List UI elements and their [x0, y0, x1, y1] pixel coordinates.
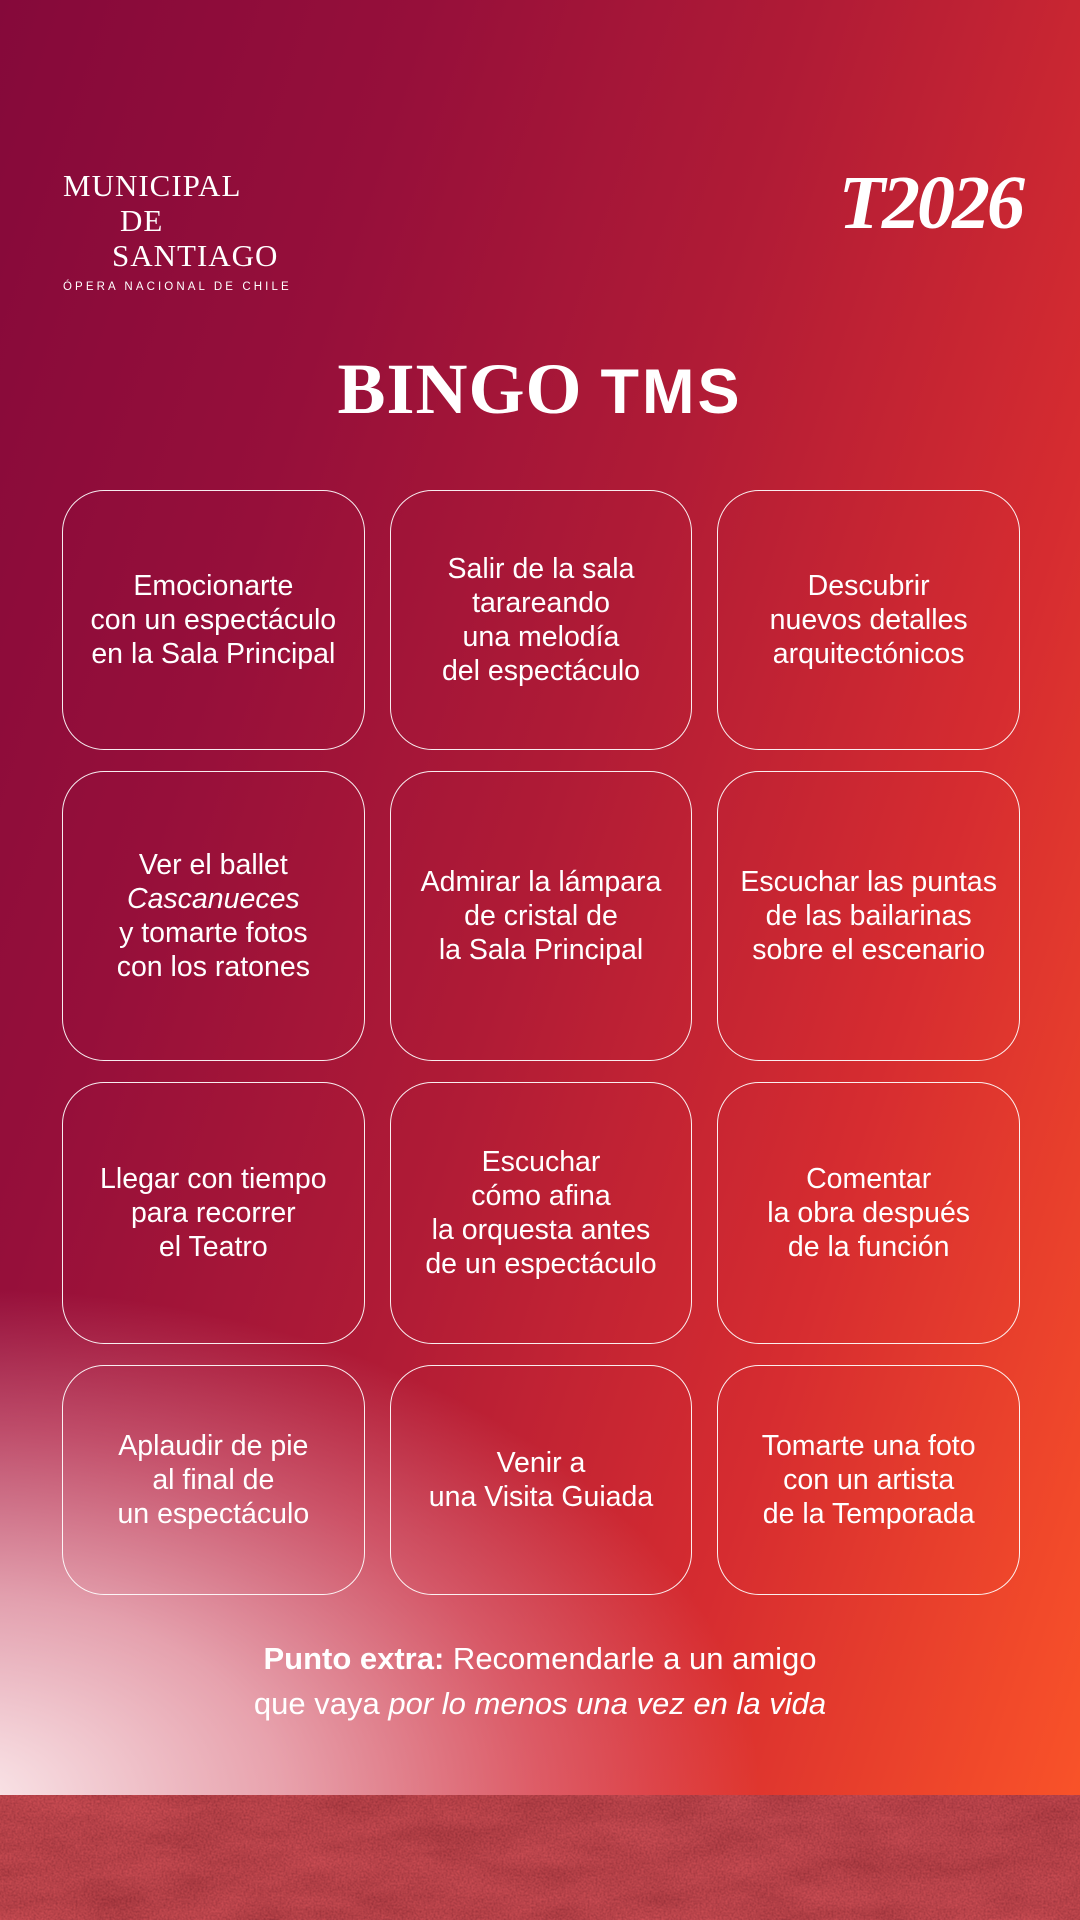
cell-line: Emocionarte [133, 570, 294, 602]
cell-line: una Visita Guiada [428, 1481, 654, 1513]
cell-line: una melodía [462, 621, 620, 653]
cell-line: Admirar la lámpara [420, 866, 662, 898]
cell-line: sobre el escenario [752, 934, 986, 966]
cell-line: Venir a [496, 1447, 586, 1479]
logo-line-municipal: MUNICIPAL [63, 168, 242, 203]
logo-line-santiago: SANTIAGO [112, 238, 279, 273]
bingo-cell-6 [717, 771, 1020, 1061]
bingo-cell-12 [717, 1365, 1020, 1595]
bonus-line-2 [0, 1681, 1080, 1726]
cell-line: nuevos detalles [769, 604, 968, 636]
cell-line: de las bailarinas [765, 900, 972, 932]
bingo-cell-8 [390, 1082, 693, 1344]
bonus-point-text [0, 1636, 1080, 1726]
velvet-texture [0, 1795, 1080, 1920]
bingo-cell-3 [717, 490, 1020, 750]
bingo-cell-10 [62, 1365, 365, 1595]
cell-line: de un espectáculo [425, 1248, 657, 1280]
cell-line: Llegar con tiempo [100, 1163, 327, 1195]
cell-line: tarareando [472, 587, 610, 619]
cell-line: Ver el ballet [138, 849, 288, 881]
velvet-curtain-band [0, 1795, 1080, 1920]
cell-line: para recorrer [130, 1197, 296, 1229]
cell-line: con los ratones [116, 951, 310, 983]
cell-line: con un artista [783, 1464, 955, 1496]
bingo-cell-7 [62, 1082, 365, 1344]
t2026-season-logo: T2026 [838, 161, 1022, 245]
cell-line: al final de [152, 1464, 275, 1496]
cell-line: arquitectónicos [772, 638, 965, 670]
bonus-label: Punto extra: [263, 1641, 445, 1676]
cell-line: con un espectáculo [90, 604, 337, 636]
cell-line: Tomarte una foto [761, 1430, 976, 1462]
bingo-cell-11 [390, 1365, 693, 1595]
bingo-cell-9 [717, 1082, 1020, 1344]
cell-line: en la Sala Principal [91, 638, 336, 670]
cell-line: Escuchar [481, 1146, 601, 1178]
cell-line: la obra después [767, 1197, 971, 1229]
bingo-cell-2 [390, 490, 693, 750]
cell-line: Descubrir [807, 570, 930, 602]
bingo-cell-4 [62, 771, 365, 1061]
logo-line-de: DE [120, 203, 164, 238]
cell-line: del espectáculo [441, 655, 641, 687]
cell-line: Escuchar las puntas [740, 866, 997, 898]
cell-line: la Sala Principal [438, 934, 644, 966]
logo-subtitle-opera-nacional: ÓPERA NACIONAL DE CHILE [63, 281, 292, 293]
cell-line: Cascanueces [126, 883, 300, 915]
cell-line: y tomarte fotos [119, 917, 308, 949]
cell-line: cómo afina [471, 1180, 611, 1212]
bingo-cell-1 [62, 490, 365, 750]
bonus-line-1 [0, 1636, 1080, 1681]
title-bingo: BINGO [337, 349, 583, 429]
cell-line: Salir de la sala [447, 553, 635, 585]
bonus-rest: Recomendarle a un amigo [444, 1641, 817, 1676]
bingo-cell-5 [390, 771, 693, 1061]
cell-line: un espectáculo [117, 1498, 310, 1530]
bingo-grid [62, 490, 1020, 1595]
cell-line: el Teatro [158, 1231, 268, 1263]
cell-line: de la función [787, 1231, 950, 1263]
cell-line: de cristal de [464, 900, 618, 932]
municipal-de-santiago-logo [63, 168, 303, 294]
page-title [0, 348, 1080, 431]
bonus-prefix: que vaya [253, 1686, 389, 1721]
cell-line: Aplaudir de pie [118, 1430, 309, 1462]
cell-line: Comentar [806, 1163, 932, 1195]
cell-line: de la Temporada [762, 1498, 975, 1530]
title-tms: TMS [600, 357, 743, 427]
bonus-italic: por lo menos una vez en la vida [388, 1686, 827, 1721]
cell-line: la orquesta antes [431, 1214, 651, 1246]
